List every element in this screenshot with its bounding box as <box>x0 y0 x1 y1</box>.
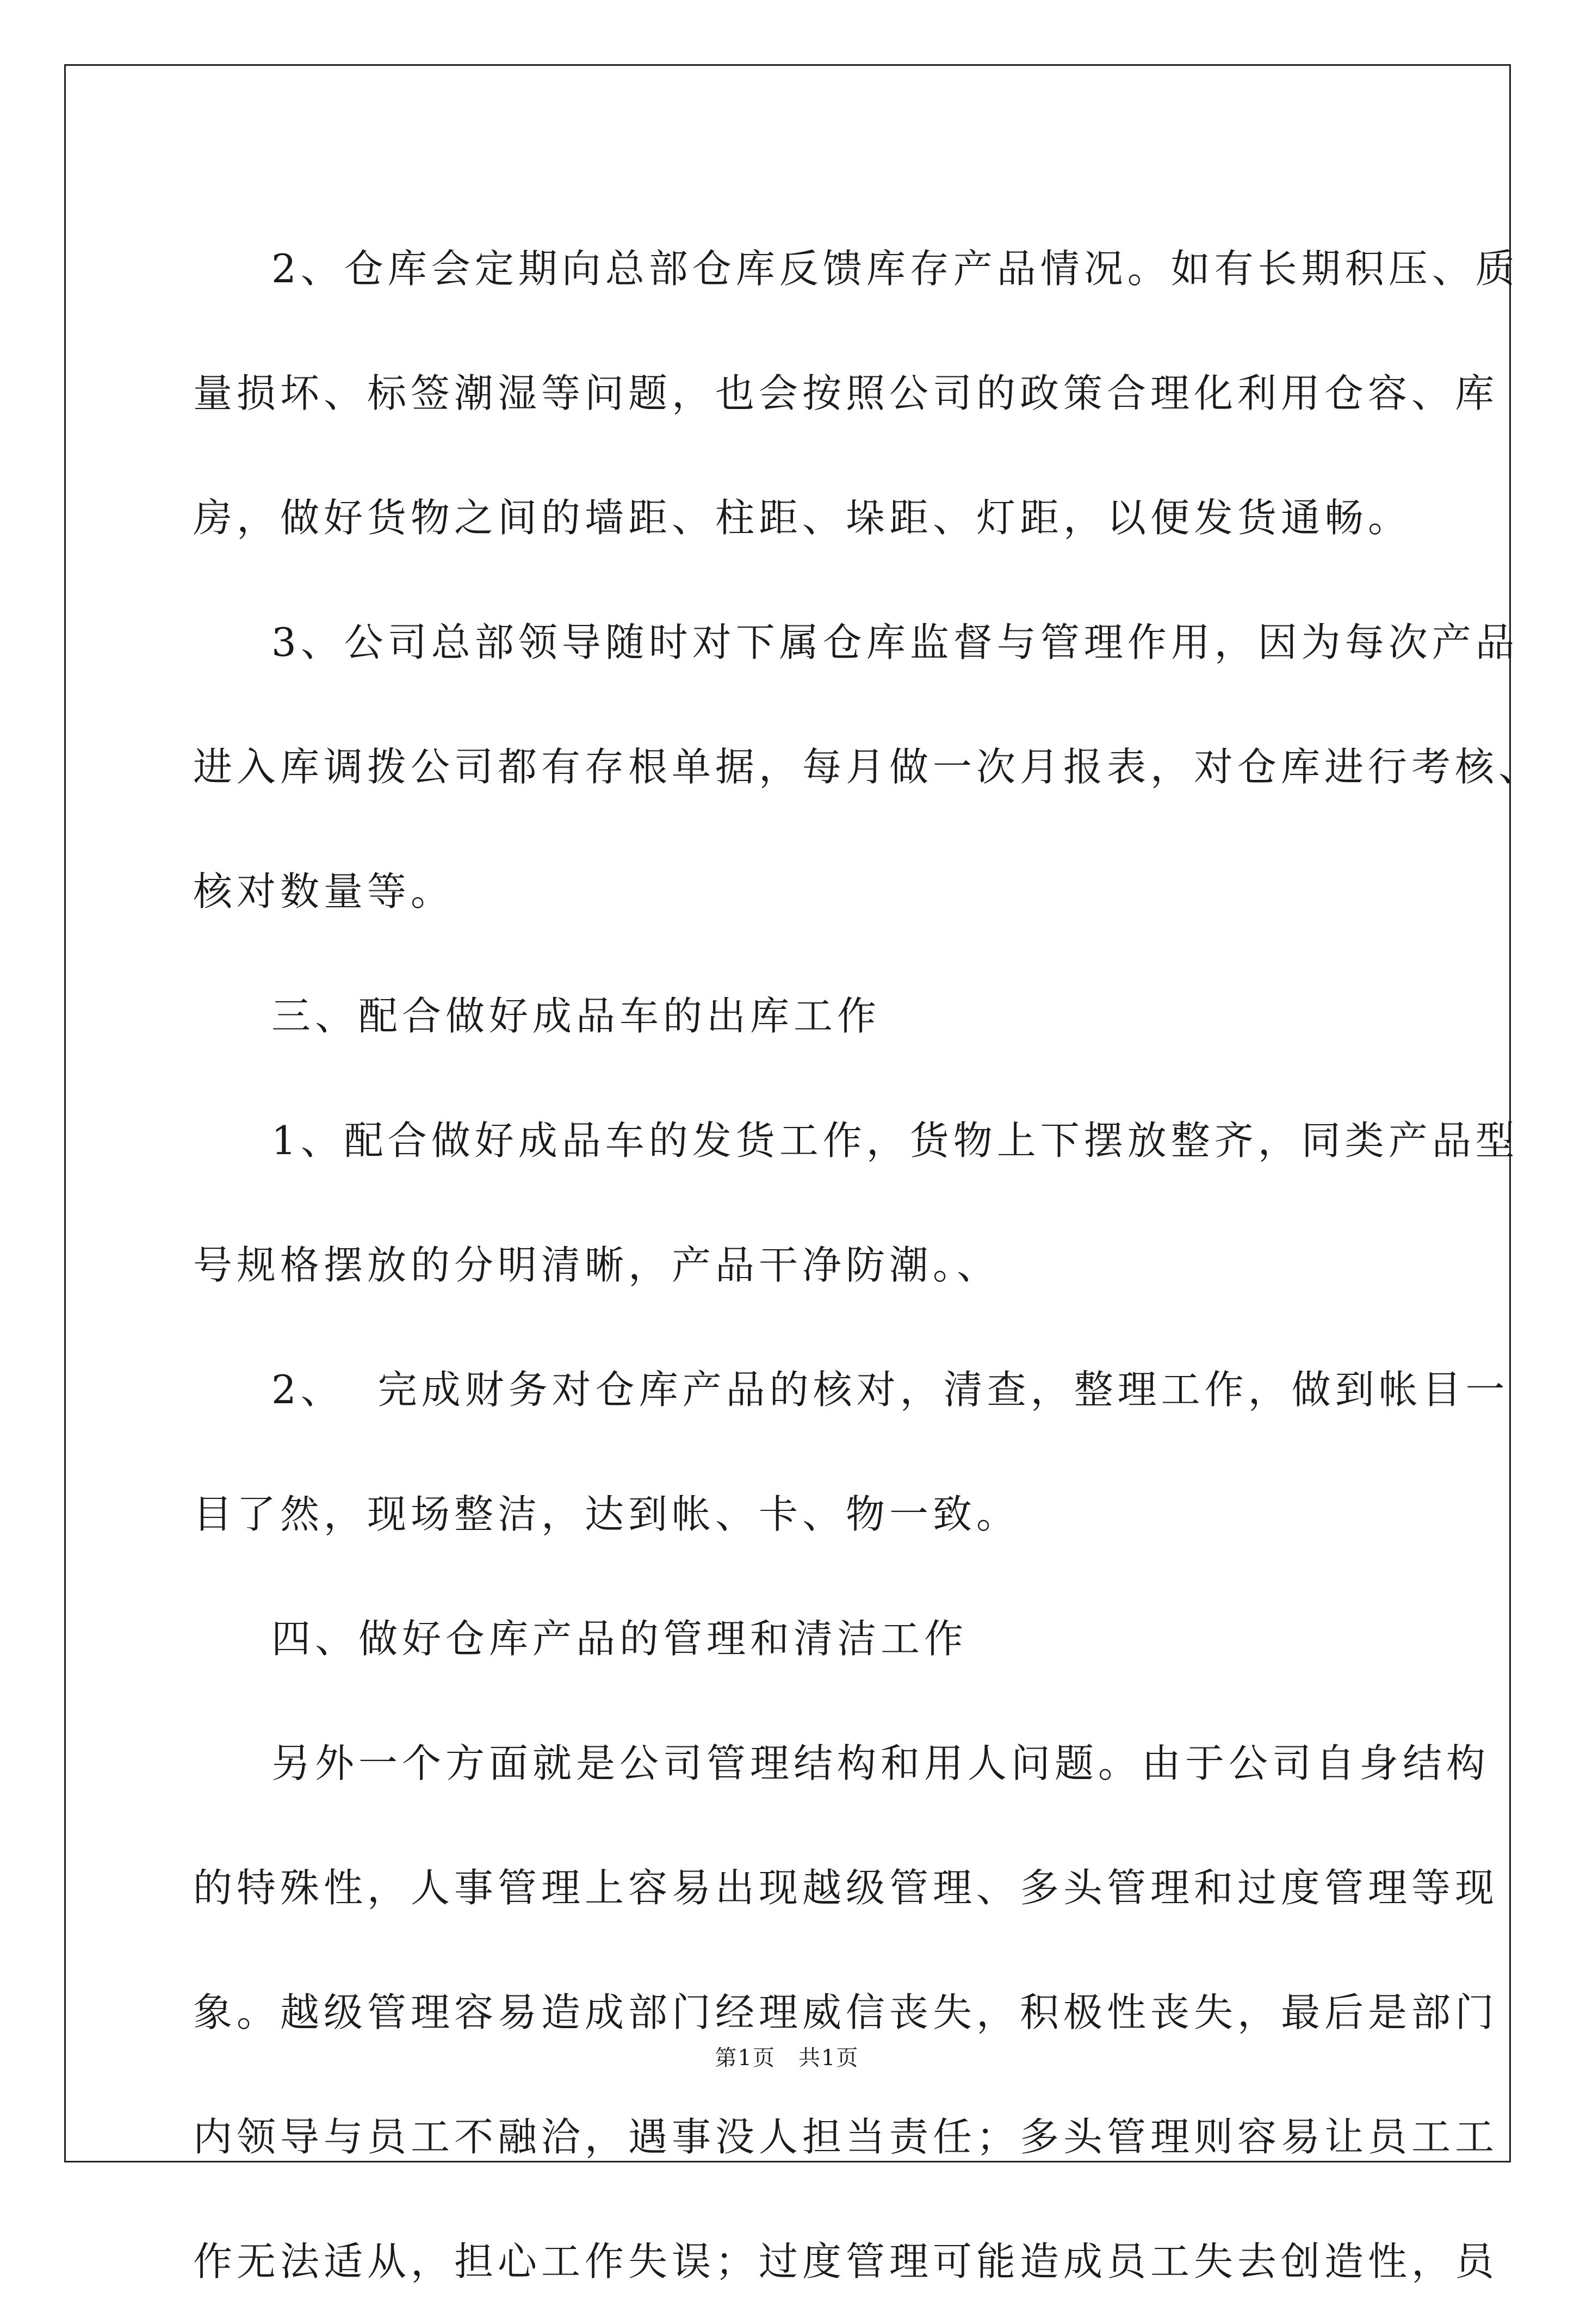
text-line: 2、 完成财务对仓库产品的核对，清查，整理工作，做到帐目一 <box>271 1367 1509 1412</box>
section-heading: 四、做好仓库产品的管理和清洁工作 <box>271 1616 968 1662</box>
text-line: 1、配合做好成品车的发货工作，货物上下摆放整齐，同类产品型 <box>271 1118 1519 1163</box>
text-line: 作无法适从，担心工作失误；过度管理可能造成员工失去创造性，员 <box>193 2239 1499 2284</box>
text-line: 2、仓库会定期向总部仓库反馈库存产品情况。如有长期积压、质 <box>271 246 1519 292</box>
text-line: 象。越级管理容易造成部门经理威信丧失，积极性丧失，最后是部门 <box>193 1990 1499 2035</box>
text-line: 量损坏、标签潮湿等问题，也会按照公司的政策合理化利用仓容、库 <box>193 370 1499 416</box>
text-line: 内领导与员工不融洽，遇事没人担当责任；多头管理则容易让员工工 <box>193 2114 1499 2160</box>
text-line: 核对数量等。 <box>193 869 455 914</box>
section-heading: 三、配合做好成品车的出库工作 <box>271 993 881 1039</box>
document-body <box>193 207 1542 2324</box>
text-line: 另外一个方面就是公司管理结构和用人问题。由于公司自身结构 <box>271 1740 1490 1786</box>
text-line: 3、公司总部领导随时对下属仓库监督与管理作用，因为每次产品 <box>271 619 1519 665</box>
text-line: 号规格摆放的分明清晰，产品干净防潮。、 <box>193 1242 1001 1288</box>
text-line: 的特殊性，人事管理上容易出现越级管理、多头管理和过度管理等现 <box>193 1865 1499 1911</box>
text-line: 进入库调拨公司都有存根单据，每月做一次月报表，对仓库进行考核、 <box>193 744 1542 790</box>
text-line: 目了然，现场整洁，达到帐、卡、物一致。 <box>193 1491 1020 1537</box>
text-line: 房，做好货物之间的墙距、柱距、垛距、灯距，以便发货通畅。 <box>193 495 1412 541</box>
page-number: 第1页 共1页 <box>715 2046 859 2071</box>
page-footer <box>0 2041 1574 2072</box>
